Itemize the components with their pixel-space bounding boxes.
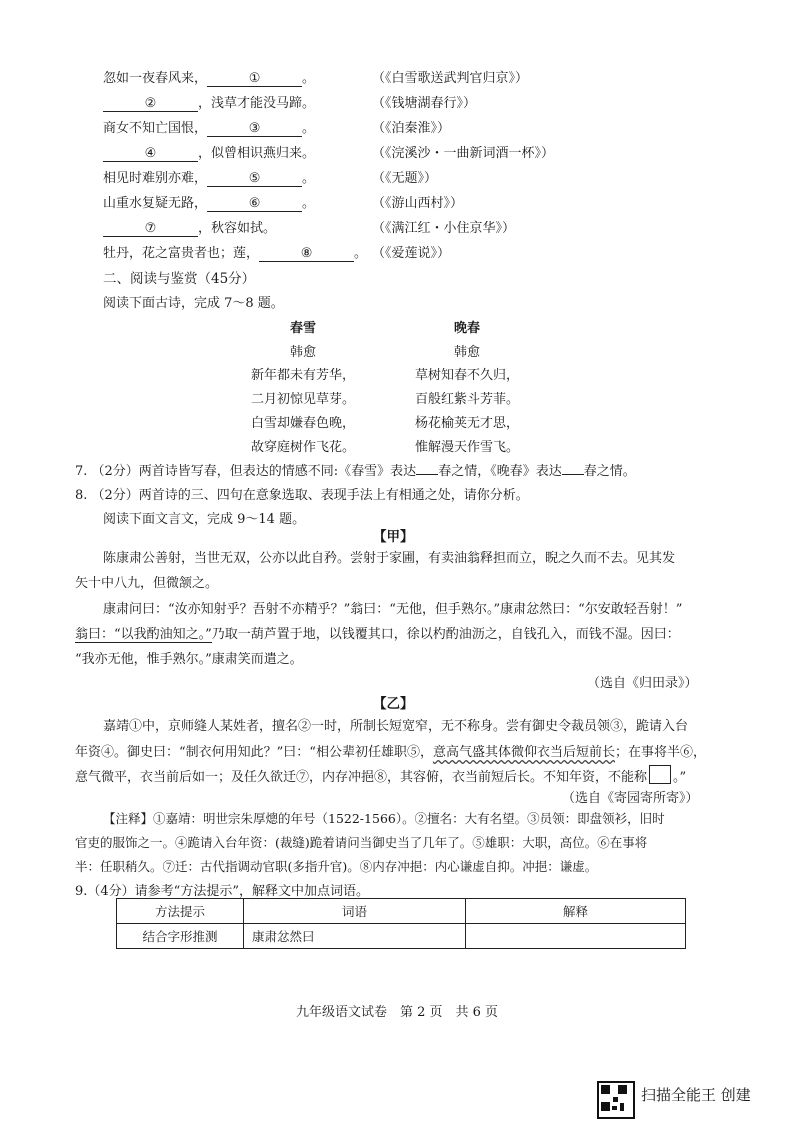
fill-blank[interactable]: ③: [207, 121, 302, 137]
fill-blank[interactable]: ⑦: [103, 221, 198, 237]
poem-1-line: 二月初惊见草芽。: [250, 392, 355, 407]
fill-line-source: （《无题》）: [372, 171, 438, 186]
q7-text-b: 春之情，《晚春》表达: [438, 464, 562, 479]
yi-text: 年资④。御史曰：“制衣何用知此？”曰：“相公辈初任雄职⑤，: [75, 745, 433, 760]
fill-line-text: 相见时难别亦难，: [103, 171, 208, 186]
fill-line: [103, 142, 315, 162]
q7-text-c: 春之情。: [583, 464, 636, 479]
fill-line-source: （《泊秦淮》）: [372, 121, 451, 136]
q7-blank-1[interactable]: [416, 474, 438, 475]
fill-line-text: 商女不知亡国恨，: [103, 121, 208, 136]
poem-1-title: 春雪: [289, 321, 316, 336]
jia-text: 乃取一葫芦置于地，以钱覆其口，徐以杓酌油沥之，自钱孔入，而钱不湿。因曰：: [211, 627, 680, 642]
notes-line: 官吏的服饰之一。④跪请入台年资：(裁缝)跪着请问当御史当了几年了。⑤雄职：大职，高位。⑥在事将: [75, 835, 648, 850]
poem-2-line: 草树知春不久归，: [414, 368, 519, 383]
question-8: 8. （2分）两首诗的三、四句在意象选取、表现手法上有相通之处，请你分析。: [75, 488, 529, 503]
fill-line: [103, 167, 315, 187]
yi-heading: 【乙】: [373, 696, 414, 712]
poem-2-line: 百般红紫斗芳菲。: [414, 392, 519, 407]
fill-line-text: ，浅草才能没马蹄。: [198, 96, 316, 111]
fill-line: [103, 67, 315, 87]
yi-line-2: [75, 740, 706, 765]
jia-paragraph-1-cont: 矢十中八九，但微颔之。: [75, 576, 219, 591]
poem-1-author: 韩愈: [289, 345, 316, 360]
method-table: [116, 898, 686, 949]
fill-line-text: 。: [302, 171, 316, 186]
poem-2-title: 晚春: [453, 321, 480, 336]
question-7: [75, 460, 636, 479]
jia-source: （选自《归田录》）: [587, 676, 698, 691]
fill-line: [103, 217, 276, 237]
fill-line-source: （《钱塘湖春行》）: [372, 96, 477, 111]
fill-line: [103, 242, 367, 262]
table-header: 词语: [244, 899, 466, 924]
yi-text: 。”: [673, 770, 687, 785]
fill-line: [103, 92, 315, 112]
fill-line-source: （《爱莲说》）: [372, 246, 451, 261]
table-cell: 结合字形推测: [117, 924, 244, 949]
fill-line-source: （《满江红・小住京华》）: [372, 221, 516, 236]
table-row: [117, 924, 686, 949]
yi-line-1: 嘉靖①中，京师缝人某姓者，擅名②一时，所制长短宽窄，无不称身。尝有御史令裁员领③，跪请入台: [103, 719, 689, 734]
notes-line: 【注释】①嘉靖：明世宗朱厚熜的年号（1522-1566）。②擅名：大有名望。③员领：即盘领衫，旧时: [103, 811, 665, 826]
section-title: 二、阅读与鉴赏（45分）: [103, 271, 256, 287]
fill-line-text: 。: [302, 71, 316, 86]
poem-instruction: 阅读下面古诗，完成 7～8 题。: [103, 296, 284, 311]
poem-1-line: 新年都未有芳华，: [250, 368, 355, 383]
fill-line-text: ，似曾相识燕归来。: [198, 146, 316, 161]
fill-line-text: 牡丹，花之富贵者也；莲，: [103, 246, 260, 261]
fill-line-text: ，秋容如拭。: [198, 221, 277, 236]
fill-blank[interactable]: ⑤: [207, 171, 302, 187]
notes-line: 半：任职稍久。⑦迁：古代指调动官职(多指升官)。⑧内存冲挹：内心谦虚自抑。冲挹：谦虚。: [75, 859, 598, 874]
question-9: 9.（4分）请参考“方法提示”，解释文中加点词语。: [75, 884, 369, 899]
fill-line-source: （《浣溪沙・一曲新词酒一杯》）: [372, 146, 555, 161]
jia-underlined-sentence: 翁曰：“以我酌油知之。”: [75, 627, 212, 642]
jia-paragraph-2: 康肃问曰：“汝亦知射乎？吾射不亦精乎？”翁曰：“无他，但手熟尔。”康肃忿然曰：“尔安敢轻吾射！”: [103, 602, 683, 617]
fill-blank[interactable]: ④: [103, 146, 198, 162]
fill-line-text: 山重水复疑无路，: [103, 196, 208, 211]
fill-line-source: （《游山西村》）: [372, 196, 464, 211]
fill-line-text: 。: [354, 246, 368, 261]
watermark-text: 扫描全能王 创建: [641, 1086, 751, 1104]
qr-code-icon: [597, 1081, 635, 1119]
answer-cell[interactable]: [466, 924, 686, 949]
poem-1-line: 故穿庭树作飞花。: [250, 440, 355, 455]
fill-line-text: 。: [302, 196, 316, 211]
fill-blank[interactable]: ①: [207, 71, 302, 87]
answer-box[interactable]: [649, 765, 671, 784]
poem-2-line: 杨花榆荚无才思，: [414, 416, 519, 431]
poem-2-line: 惟解漫天作雪飞。: [414, 440, 519, 455]
wenyan-instruction: 阅读下面文言文，完成 9～14 题。: [103, 512, 306, 527]
jia-paragraph-2-end: “我亦无他，惟手熟尔。”康肃笑而遣之。: [75, 652, 303, 667]
q7-text-a: 7. （2分）两首诗皆写春，但表达的情感不同:《春雪》表达: [75, 464, 417, 479]
dotted-phrase: 康肃忿然曰: [252, 929, 315, 944]
fill-line: [103, 117, 315, 137]
fill-blank[interactable]: ⑧: [259, 246, 354, 262]
table-cell: [244, 924, 466, 949]
table-header-row: [117, 899, 686, 924]
fill-blank[interactable]: ⑥: [207, 196, 302, 212]
jia-paragraph-2-cont: [75, 622, 680, 647]
table-header: 方法提示: [117, 899, 244, 924]
yi-source: （选自《寄园寄所寄》）: [562, 791, 699, 806]
fill-blank[interactable]: ②: [103, 96, 198, 112]
yi-text: ；在事将半⑥，: [614, 745, 706, 760]
poem-2-author: 韩愈: [453, 345, 480, 360]
poem-1-line: 白雪却嫌春色晚，: [250, 416, 355, 431]
fill-line-source: （《白雪歌送武判官归京》）: [372, 71, 529, 86]
jia-paragraph-1: 陈康肃公善射，当世无双，公亦以此自矜。尝射于家圃，有卖油翁释担而立，睨之久而不去。见其发: [103, 551, 676, 566]
page-footer: 九年级语文试卷 第 2 页 共 6 页: [295, 1005, 499, 1020]
fill-line-text: 忽如一夜春风来，: [103, 71, 208, 86]
yi-text: 意气微平，衣当前后如一；及任久欲迁⑦，内存冲挹⑧，其容俯，衣当前短后长。不知年资，不能称: [75, 770, 648, 785]
fill-line-text: 。: [302, 121, 316, 136]
yi-wavy-sentence: 意高气盛其体微仰衣当后短前长: [432, 745, 615, 760]
q7-blank-2[interactable]: [562, 474, 584, 475]
table-header: 解释: [466, 899, 686, 924]
fill-line: [103, 192, 315, 212]
jia-heading: 【甲】: [373, 529, 414, 545]
